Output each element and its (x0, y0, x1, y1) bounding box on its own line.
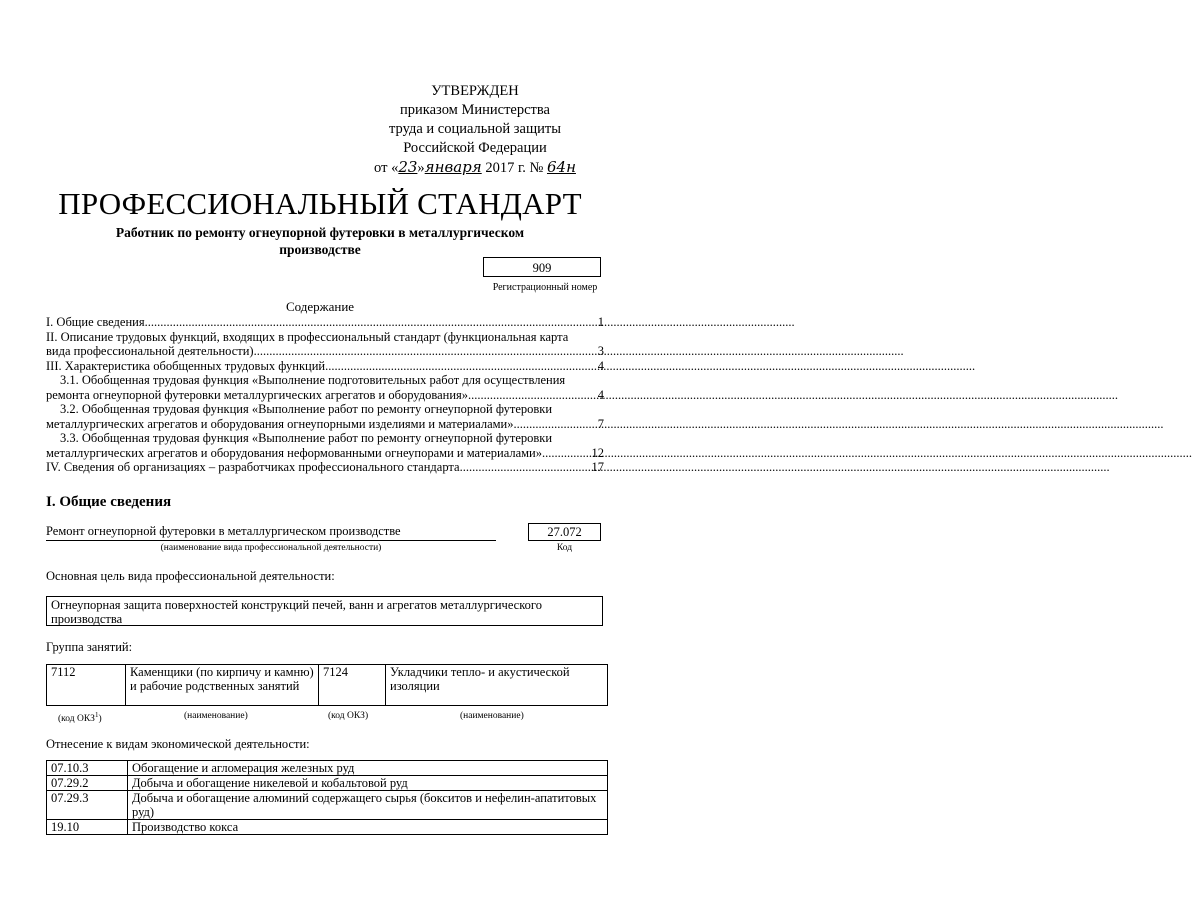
document-subtitle: Работник по ремонту огнеупорной футеровки в металлургическом производстве (115, 225, 525, 257)
toc-page: 3 (597, 344, 604, 358)
table-row (47, 776, 608, 791)
approval-date: от «23»января 2017 г. № 64н (374, 158, 576, 176)
occupation-name: Укладчики тепло- и акустической изоляции (386, 665, 608, 706)
document-title: ПРОФЕССИОНАЛЬНЫЙ СТАНДАРТ (58, 186, 582, 221)
toc-entry[interactable]: III. Характеристика обобщенных трудовых функций ..... 4 (46, 359, 604, 374)
approval-line: труда и социальной защиты (389, 121, 561, 137)
registration-caption: Регистрационный номер (492, 282, 598, 293)
toc-entry[interactable]: 3.2. Обобщенная трудовая функция «Выполнение работ по ремонту огнеупорной футеровки (60, 402, 553, 416)
occupation-code: 7112 (47, 665, 126, 706)
registration-number: 909 (483, 257, 601, 277)
table-row (47, 791, 608, 820)
eco-code: 07.29.3 (47, 791, 128, 820)
occ-caption-name: (наименование) (460, 711, 524, 721)
handwritten-number: 64н (546, 158, 576, 176)
eco-name: Добыча и обогащение никелевой и кобальтовой руд (128, 776, 608, 791)
toc-entry[interactable]: металлургических агрегатов и оборудования неформованными огнеупорами и материалами» ..... 12 (46, 446, 604, 461)
toc-entry[interactable]: IV. Сведения об организациях – разработчиках профессионального стандарта ..... 17 (46, 460, 604, 475)
toc-entry[interactable]: ремонта огнеупорной футеровки металлургических агрегатов и оборудования» ..... 4 (46, 388, 604, 403)
table-row (47, 665, 608, 706)
toc-entry[interactable]: I. Общие сведения ..... 1 (46, 315, 604, 330)
section-heading: I. Общие сведения (46, 494, 172, 510)
table-row (47, 761, 608, 776)
occ-caption-code: (код ОКЗ) (328, 711, 369, 721)
toc-page: 12 (591, 445, 604, 460)
occupation-table (46, 664, 608, 706)
toc-entry[interactable]: вида профессиональной деятельности) ..... 3 (46, 344, 604, 359)
toc-page: 4 (597, 358, 604, 373)
eco-name: Производство кокса (128, 820, 608, 835)
eco-name: Добыча и обогащение алюминий содержащего сырья (бокситов и нефелин-апатитовых руд) (128, 791, 608, 820)
eco-code: 07.29.2 (47, 776, 128, 791)
toc-page: 17 (591, 460, 604, 474)
approval-line: приказом Министерства (400, 102, 550, 118)
group-label: Группа занятий: (46, 640, 133, 654)
activity-code: 27.072 (528, 523, 601, 541)
approval-line: Российской Федерации (403, 140, 547, 156)
activity-name: Ремонт огнеупорной футеровки в металлургическом производстве (46, 524, 496, 541)
handwritten-month: января (424, 158, 482, 176)
handwritten-day: 23 (398, 158, 418, 176)
approval-block (330, 82, 620, 178)
toc-entry[interactable]: 3.1. Обобщенная трудовая функция «Выполнение подготовительных работ для осуществления (60, 373, 566, 387)
activity-caption: (наименование вида профессиональной деятельности) (160, 543, 382, 553)
table-row (47, 820, 608, 835)
toc-page: 4 (597, 387, 604, 402)
eco-code: 07.10.3 (47, 761, 128, 776)
occ-caption-name: (наименование) (184, 711, 248, 721)
toc-entry[interactable]: 3.3. Обобщенная трудовая функция «Выполнение работ по ремонту огнеупорной футеровки (60, 431, 553, 445)
occupation-code: 7124 (319, 665, 386, 706)
code-caption: Код (556, 543, 573, 553)
toc-page: 1 (597, 315, 604, 329)
eco-label: Отнесение к видам экономической деятельности: (46, 737, 310, 751)
approval-line: УТВЕРЖДЕН (431, 83, 519, 99)
goal-box: Огнеупорная защита поверхностей конструкций печей, ванн и агрегатов металлургического производства (46, 596, 603, 626)
toc-entry[interactable]: II. Описание трудовых функций, входящих в профессиональный стандарт (функциональная карта (46, 329, 569, 344)
economic-activity-table (46, 760, 608, 835)
eco-name: Обогащение и агломерация железных руд (128, 761, 608, 776)
goal-label: Основная цель вида профессиональной деятельности: (46, 569, 335, 583)
contents-heading: Содержание (285, 299, 355, 314)
table-of-contents (46, 315, 604, 475)
toc-entry[interactable]: металлургических агрегатов и оборудования огнеупорными изделиями и материалами» ..... 7 (46, 417, 604, 432)
occ-caption-code: (код ОКЗ$^1$) (58, 711, 102, 725)
occupation-name: Каменщики (по кирпичу и камню) и рабочие родственных занятий (126, 665, 319, 706)
toc-page: 7 (597, 416, 604, 431)
eco-code: 19.10 (47, 820, 128, 835)
